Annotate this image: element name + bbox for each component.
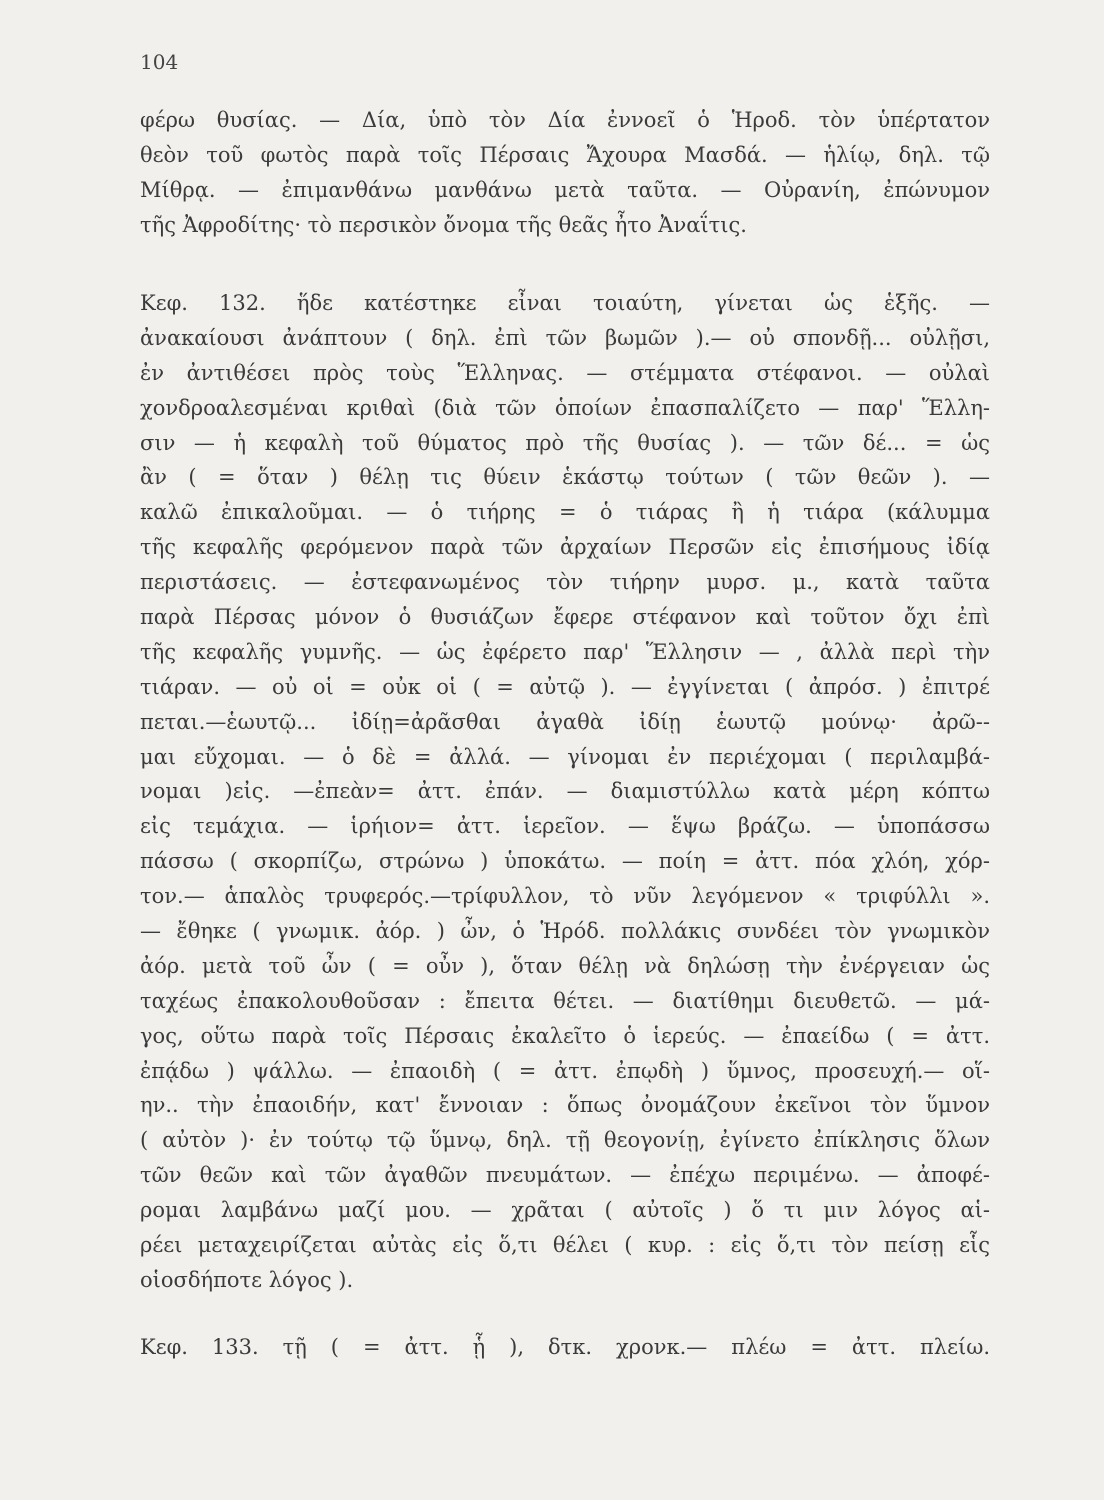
- text-line: θεὸν τοῦ φωτὸς παρὰ τοῖς Πέρσαις Ἄχουρα Μασδά. — ἡλίῳ, δηλ. τῷ: [140, 142, 990, 167]
- text-line: ἐν ἀντιθέσει πρὸς τοὺς Ἕλληνας. — στέμματα στέφανοι. — οὐλαὶ: [140, 360, 990, 385]
- text-line: Κεφ. 132. ἥδε κατέστηκε εἶναι τοιαύτη, γίνεται ὡς ἑξῆς. —: [140, 291, 990, 315]
- text-line: χονδροαλεσμέναι κριθαὶ (διὰ τῶν ὁποίων ἐπασπαλίζετο — παρ' Ἕλλη-: [140, 395, 990, 420]
- text-line: καλῶ ἐπικαλοῦμαι. — ὁ τιήρης = ὁ τιάρας ἢ ἡ τιάρα (κάλυμμα: [140, 500, 990, 525]
- text-line: οἱοσδήποτε λόγος ).: [140, 1267, 354, 1292]
- text-line: ἂν ( = ὅταν ) θέλῃ τις θύειν ἑκάστῳ τούτων ( τῶν θεῶν ). —: [140, 465, 990, 490]
- text-line: Μίθρᾳ. — ἐπιμανθάνω μανθάνω μετὰ ταῦτα. — Οὐρανίη, ἐπώνυμον: [140, 177, 990, 202]
- text-line: ρομαι λαμβάνω μαζί μου. — χρᾶται ( αὐτοῖς ) ὅ τι μιν λόγος αἱ-: [140, 1198, 990, 1223]
- text-line: Κεφ. 133. τῇ ( = ἀττ. ᾗ ), δτκ. χρονκ.— πλέω = ἀττ. πλείω.: [140, 1335, 990, 1359]
- text-line: παρὰ Πέρσας μόνον ὁ θυσιάζων ἔφερε στέφανον καὶ τοῦτον ὄχι ἐπὶ: [140, 605, 990, 630]
- page-number: 104: [140, 50, 179, 74]
- text-line: μαι εὔχομαι. — ὁ δὲ = ἀλλά. — γίνομαι ἐν περιέχομαι ( περιλαμβά-: [140, 744, 990, 769]
- text-line: τῆς κεφαλῆς φερόμενον παρὰ τῶν ἀρχαίων Περσῶν εἰς ἐπισήμους ἰδίᾳ: [140, 535, 990, 560]
- text-line: εἰς τεμάχια. — ἱρήιον= ἀττ. ἱερεῖον. — ἕψω βράζω. — ὑποπάσσω: [140, 814, 990, 839]
- text-line: φέρω θυσίας. — Δία, ὑπὸ τὸν Δία ἐννοεῖ ὁ Ἡροδ. τὸν ὑπέρτατον: [140, 108, 990, 132]
- text-line: τῶν θεῶν καὶ τῶν ἀγαθῶν πνευμάτων. — ἐπέχω περιμένω. — ἀποφέ-: [140, 1163, 990, 1188]
- text-line: σιν — ἡ κεφαλὴ τοῦ θύματος πρὸ τῆς θυσίας ). — τῶν δέ... = ὡς: [140, 430, 990, 455]
- text-line: πεται.—ἑωυτῷ... ἰδίῃ=ἀρᾶσθαι ἀγαθὰ ἰδίῃ ἑωυτῷ μούνῳ· ἀρῶ--: [140, 709, 990, 734]
- text-line: ρέει μεταχειρίζεται αὐτὰς εἰς ὅ,τι θέλει ( κυρ. : εἰς ὅ,τι τὸν πείσῃ εἷς: [140, 1233, 990, 1258]
- text-line: τιάραν. — οὐ οἱ = οὐκ οἱ ( = αὐτῷ ). — ἐγγίνεται ( ἀπρόσ. ) ἐπιτρέ: [140, 674, 990, 699]
- text-line: τῆς Ἀφροδίτης· τὸ περσικὸν ὄνομα τῆς θεᾶς ἦτο Ἀναΐτις.: [140, 212, 747, 237]
- paragraph-chapter-132: [140, 286, 990, 1298]
- paragraph-chapter-133: [140, 1330, 990, 1365]
- text-line: ἀόρ. μετὰ τοῦ ὦν ( = οὖν ), ὅταν θέλῃ νὰ δηλώσῃ τὴν ἐνέργειαν ὡς: [140, 953, 990, 978]
- text-line: τον.— ἁπαλὸς τρυφερός.—τρίφυλλον, τὸ νῦν λεγόμενον « τριφύλλι ».: [140, 884, 990, 909]
- text-line: ην.. τὴν ἐπαοιδήν, κατ' ἔννοιαν : ὅπως ὀνομάζουν ἐκεῖνοι τὸν ὕμνον: [140, 1093, 990, 1118]
- text-line: πάσσω ( σκορπίζω, στρώνω ) ὑποκάτω. — ποίη = ἀττ. πόα χλόη, χόρ-: [140, 849, 990, 874]
- text-line: ( αὐτὸν )· ἐν τούτῳ τῷ ὕμνῳ, δηλ. τῇ θεογονίῃ, ἐγίνετο ἐπίκλησις ὅλων: [140, 1128, 990, 1153]
- text-line: ταχέως ἐπακολουθοῦσαν : ἔπειτα θέτει. — διατίθημι διευθετῶ. — μά-: [140, 988, 990, 1013]
- text-line: γος, οὕτω παρὰ τοῖς Πέρσαις ἐκαλεῖτο ὁ ἱερεύς. — ἐπαείδω ( = ἀττ.: [140, 1023, 990, 1048]
- text-line: τῆς κεφαλῆς γυμνῆς. — ὡς ἐφέρετο παρ' Ἕλλησιν — , ἀλλὰ περὶ τὴν: [140, 639, 990, 664]
- text-line: ἐπᾴδω ) ψάλλω. — ἐπαοιδὴ ( = ἀττ. ἐπῳδὴ ) ὕμνος, προσευχή.— οἵ-: [140, 1058, 990, 1083]
- paragraph-intro: [140, 103, 990, 243]
- text-line: — ἔθηκε ( γνωμικ. ἀόρ. ) ὦν, ὁ Ἡρόδ. πολλάκις συνδέει τὸν γνωμικὸν: [140, 919, 990, 944]
- text-line: ἀνακαίουσι ἀνάπτουν ( δηλ. ἐπὶ τῶν βωμῶν ).— οὐ σπονδῇ... οὐλῇσι,: [140, 325, 990, 350]
- text-line: νομαι )εἰς. —ἐπεὰν= ἀττ. ἐπάν. — διαμιστύλλω κατὰ μέρη κόπτω: [140, 779, 990, 804]
- text-line: περιστάσεις. — ἐστεφανωμένος τὸν τιήρην μυρσ. μ., κατὰ ταῦτα: [140, 570, 990, 595]
